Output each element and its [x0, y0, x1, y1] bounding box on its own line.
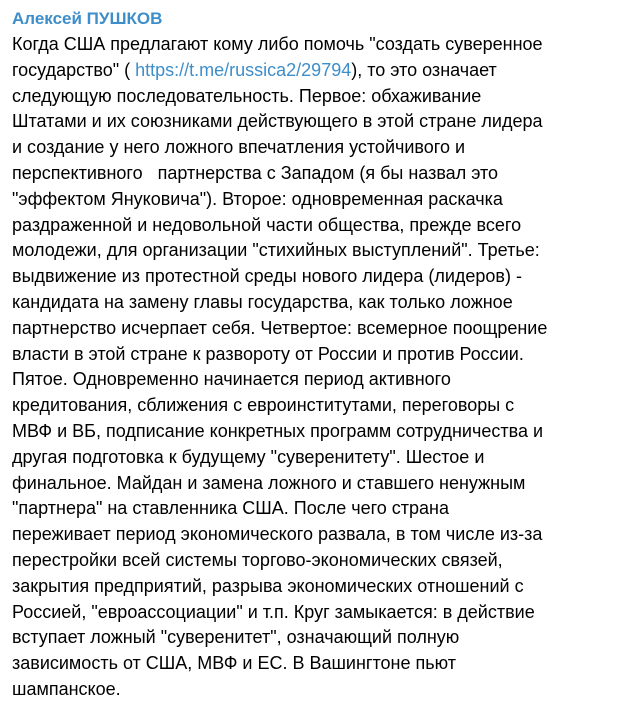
message-line: Штатами и их союзниками действующего в этой стране лидера [12, 111, 543, 132]
message-bubble [12, 8, 612, 703]
message-line: перспективного партнерства с Западом (я бы назвал это [12, 162, 499, 183]
message-line: власти в этой стране к развороту от России и против России. [12, 343, 524, 364]
message-line: кандидата на замену главы государства, как только ложное [12, 291, 513, 312]
message-line: вступает ложный "суверенитет", означающий полную [12, 627, 460, 648]
message-line: следующую последовательность. Первое: обхаживание [12, 85, 482, 106]
message-line: Когда США предлагают кому либо помочь "создать суверенное [12, 34, 543, 54]
message-line: раздраженной и недовольной части общества, прежде всего [12, 214, 522, 235]
author-name[interactable]: Алексей ПУШКОВ [12, 9, 163, 28]
message-text-fragment: государство" ( [12, 59, 136, 80]
message-line: Пятое. Одновременно начинается период активного [12, 369, 451, 390]
message-line: финальное. Майдан и замена ложного и ставшего ненужным [12, 472, 526, 493]
message-line: кредитования, сближения с евроинститутами, переговоры с [12, 395, 515, 416]
post-link[interactable]: https://t.me/russica2/29794 [135, 59, 352, 80]
message-line: закрытия предприятий, разрыва экономических отношений с [12, 575, 524, 596]
message-line: Россией, "евроассоциации" и т.п. Круг замыкается: в действие [12, 601, 535, 622]
message-line: и создание у него ложного впечатления устойчивого и [12, 137, 466, 158]
message-line: другая подготовка к будущему "суверенитету". Шестое и [12, 446, 485, 467]
message-line: перестройки всей системы торгово-экономических связей, [12, 549, 503, 570]
message-line: выдвижение из протестной среды нового лидера (лидеров) - [12, 266, 522, 287]
message-line: молодежи, для организации "стихийных выступлений". Третье: [12, 240, 540, 261]
message-line [12, 58, 612, 84]
message-text-fragment: ), то это означает [351, 59, 497, 80]
message-line: "партнера" на ставленника США. После чего страна [12, 498, 450, 519]
message-line: партнерство исчерпает себя. Четвертое: всемерное поощрение [12, 317, 548, 338]
message-line: шампанское. [12, 678, 121, 699]
message-line: переживает период экономического развала, в том числе из-за [12, 524, 543, 545]
message-text [12, 32, 612, 703]
message-line: МВФ и ВБ, подписание конкретных программ сотрудничества и [12, 420, 544, 441]
message-line: зависимость от США, МВФ и ЕС. В Вашингтоне пьют [12, 653, 456, 674]
message-line: "эффектом Януковича"). Второе: одновременная раскачка [12, 188, 503, 209]
